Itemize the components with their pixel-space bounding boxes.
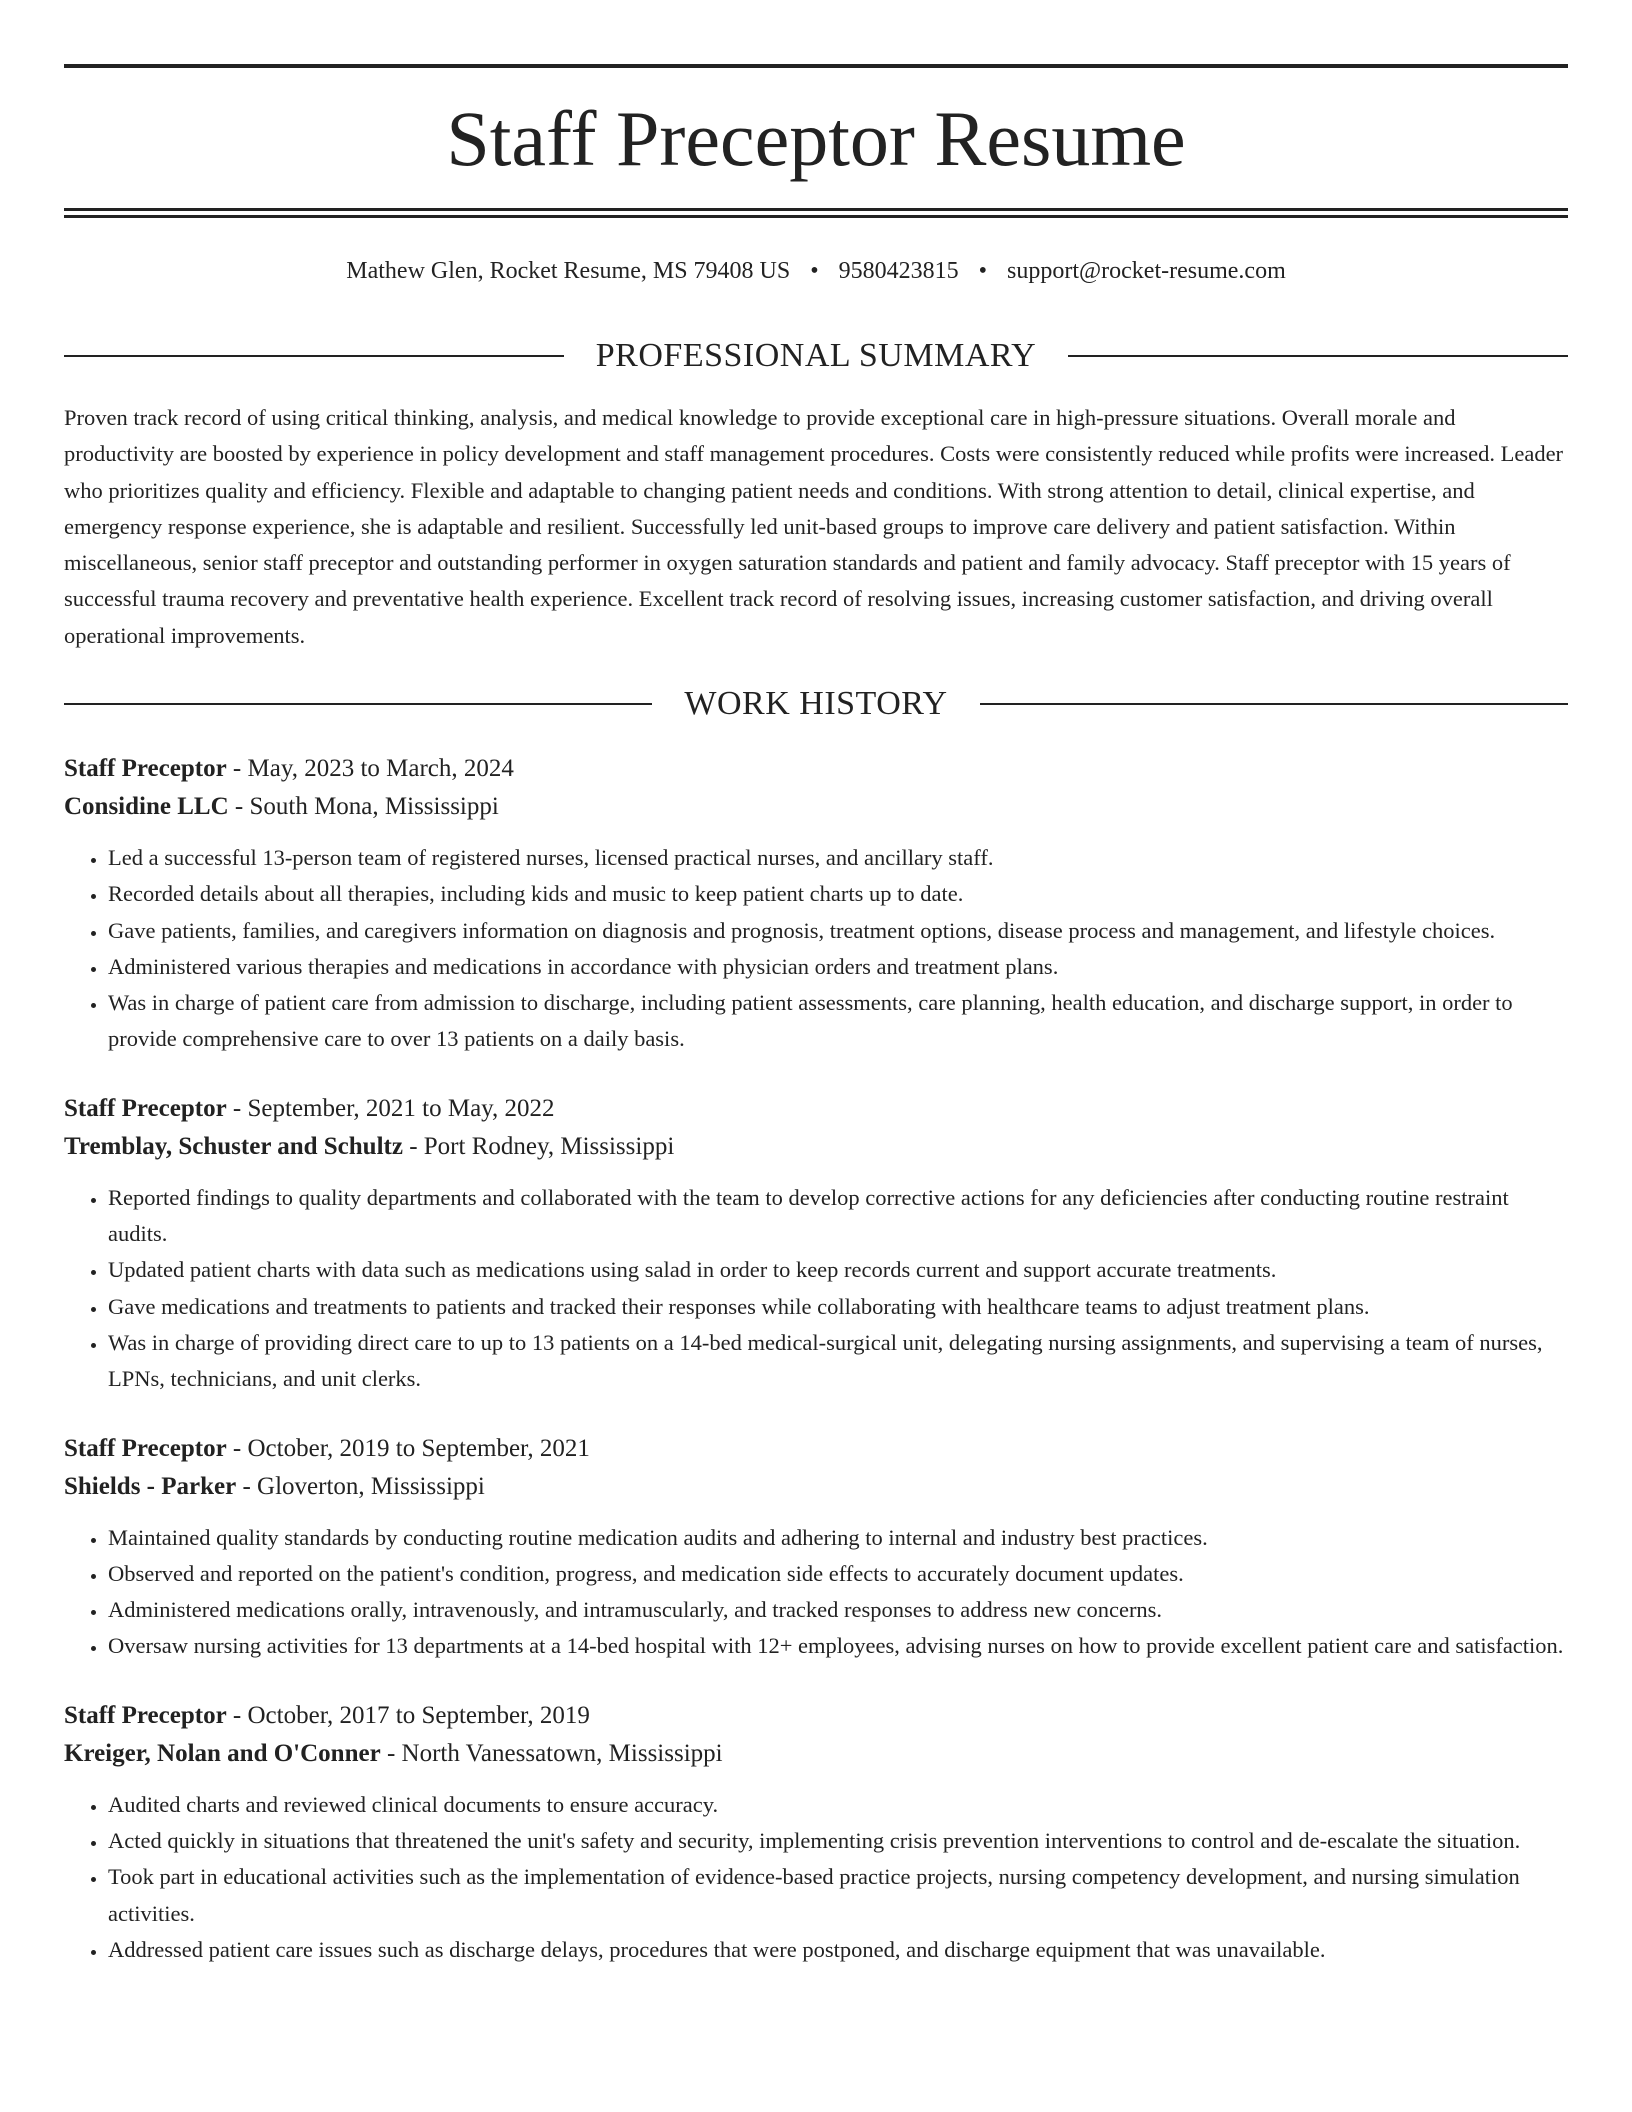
title-double-rule	[64, 208, 1568, 218]
summary-text: Proven track record of using critical thinking, analysis, and medical knowledge to provide exceptional care in high-pressure situations. Overall morale and productivity are boosted by experience in policy development and staff management procedures. Costs were consistently reduced while profits were increased. Leader who prioritizes quality and efficiency. Flexible and adaptable to changing patient needs and conditions. With strong attention to detail, clinical expertise, and emergency response experience, she is adaptable and resilient. Successfully led unit-based groups to improve care delivery and patient satisfaction. Within miscellaneous, senior staff preceptor and outstanding performer in oxygen saturation standards and patient and family advocacy. Staff preceptor with 15 years of successful trauma recovery and preventative health experience. Excellent track record of resolving issues, increasing customer satisfaction, and driving overall operational improvements.	[64, 405, 1564, 648]
heading-rule-left	[64, 355, 564, 357]
job-location: - South Mona, Mississippi	[228, 793, 499, 820]
job-bullet: • Acted quickly in situations that threatened the unit's safety and security, implementing crisis prevention interventions to control and de-escalate the situation.	[108, 1823, 1568, 1859]
work-heading-label: WORK HISTORY	[684, 685, 948, 722]
job-title: Staff Preceptor	[64, 1434, 227, 1462]
top-rule	[64, 64, 1568, 68]
job-bullet: • Recorded details about all therapies, including kids and music to keep patient charts up to date.	[108, 876, 1568, 912]
work-history-list	[64, 750, 1568, 2000]
job-bullet: • Audited charts and reviewed clinical documents to ensure accuracy.	[108, 1787, 1568, 1823]
job-title-line	[64, 750, 1568, 788]
job-bullet: • Took part in educational activities such as the implementation of evidence-based practice projects, nursing competency development, and nursing simulation activities.	[108, 1859, 1568, 1932]
job-company: Considine LLC	[64, 793, 229, 820]
contact-separator: •	[810, 258, 819, 284]
job-dates: - September, 2021 to May, 2022	[226, 1094, 555, 1122]
job-bullet: • Was in charge of providing direct care to up to 13 patients on a 14-bed medical-surgical unit, delegating nursing assignments, and supervising a team of nurses, LPNs, technicians, and unit clerks.	[108, 1325, 1568, 1398]
contact-phone: 9580423815	[838, 258, 959, 284]
job-entry	[64, 750, 1568, 1058]
job-title: Staff Preceptor	[64, 1094, 227, 1122]
job-bullets	[64, 1520, 1568, 1665]
job-dates: - October, 2017 to September, 2019	[226, 1701, 590, 1729]
job-location: - Port Rodney, Mississippi	[402, 1132, 675, 1160]
job-bullet: • Maintained quality standards by conducting routine medication audits and adhering to internal and industry best practices.	[108, 1520, 1568, 1556]
job-dates: - May, 2023 to March, 2024	[226, 755, 514, 782]
job-title: Staff Preceptor	[64, 755, 227, 782]
job-bullets	[64, 1787, 1568, 1968]
job-bullet: • Reported findings to quality departments and collaborated with the team to develop corrective actions for any deficiencies after conducting routine restraint audits.	[108, 1180, 1568, 1253]
job-company: Shields - Parker	[64, 1472, 237, 1500]
job-bullet: • Gave medications and treatments to patients and tracked their responses while collaborating with healthcare teams to adjust treatment plans.	[108, 1289, 1568, 1325]
job-title-line	[64, 1697, 1568, 1735]
job-bullet: • Oversaw nursing activities for 13 departments at a 14-bed hospital with 12+ employees, advising nurses on how to provide excellent patient care and satisfaction.	[108, 1628, 1568, 1664]
job-bullet: • Gave patients, families, and caregivers information on diagnosis and prognosis, treatment options, disease process and management, and lifestyle choices.	[108, 913, 1568, 949]
job-entry	[64, 1430, 1568, 1665]
job-company: Kreiger, Nolan and O'Conner	[64, 1739, 381, 1767]
job-bullet: • Was in charge of patient care from admission to discharge, including patient assessments, care planning, health education, and discharge support, in order to provide comprehensive care to over 13 patients on a daily basis.	[108, 985, 1568, 1058]
job-location: - North Vanessatown, Mississippi	[380, 1739, 723, 1767]
job-location: - Gloverton, Mississippi	[236, 1472, 485, 1500]
job-company-line	[64, 1735, 1568, 1773]
contact-address: Mathew Glen, Rocket Resume, MS 79408 US	[346, 258, 791, 284]
job-entry	[64, 1697, 1568, 1968]
contact-line	[64, 254, 1568, 288]
job-entry	[64, 1090, 1568, 1398]
work-section-heading	[64, 684, 1568, 724]
job-bullets	[64, 840, 1568, 1058]
summary-section-heading	[64, 336, 1568, 376]
resume-title: Staff Preceptor Resume	[446, 95, 1186, 182]
contact-email: support@rocket-resume.com	[1007, 258, 1286, 284]
job-bullets	[64, 1180, 1568, 1398]
job-company-line	[64, 1128, 1568, 1166]
heading-rule-right	[1068, 355, 1568, 357]
job-title-line	[64, 1430, 1568, 1468]
job-dates: - October, 2019 to September, 2021	[226, 1434, 590, 1462]
heading-rule-left	[64, 703, 652, 705]
summary-heading-label: PROFESSIONAL SUMMARY	[595, 337, 1037, 374]
job-company-line	[64, 788, 1568, 826]
job-bullet: • Updated patient charts with data such as medications using salad in order to keep records current and support accurate treatments.	[108, 1252, 1568, 1288]
job-company: Tremblay, Schuster and Schultz	[64, 1132, 403, 1160]
contact-separator: •	[978, 258, 988, 284]
heading-rule-right	[980, 703, 1568, 705]
job-title: Staff Preceptor	[64, 1701, 227, 1729]
job-bullet: • Led a successful 13-person team of registered nurses, licensed practical nurses, and ancillary staff.	[108, 840, 1568, 876]
job-title-line	[64, 1090, 1568, 1128]
job-bullet: • Observed and reported on the patient's condition, progress, and medication side effects to accurately document updates.	[108, 1556, 1568, 1592]
job-company-line	[64, 1468, 1568, 1506]
job-bullet: • Administered medications orally, intravenously, and intramuscularly, and tracked responses to address new concerns.	[108, 1592, 1568, 1628]
job-bullet: • Addressed patient care issues such as discharge delays, procedures that were postponed, and discharge equipment that was unavailable.	[108, 1932, 1568, 1968]
job-bullet: • Administered various therapies and medications in accordance with physician orders and treatment plans.	[108, 949, 1568, 985]
